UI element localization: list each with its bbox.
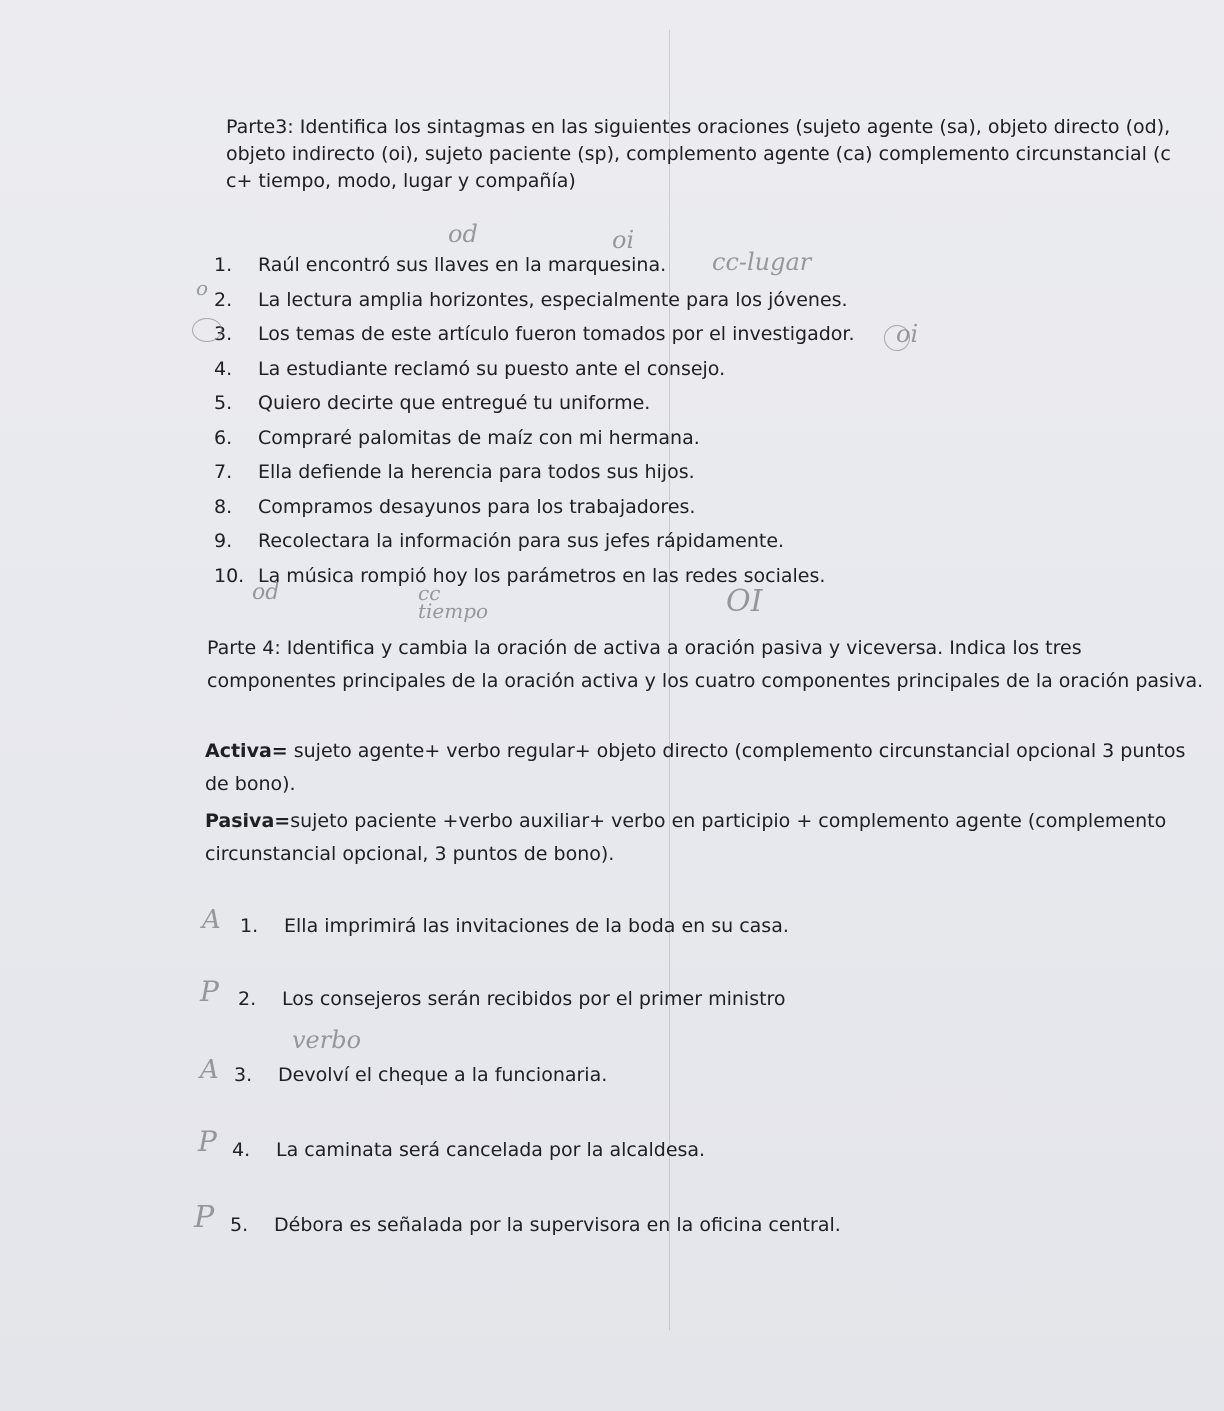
activa-formula: Activa= sujeto agente+ verbo regular+ objeto directo (complemento circunstancial opcional 3 puntos de bono). (205, 740, 1186, 795)
handwritten-cc-lugar: cc-lugar (712, 248, 812, 276)
handwritten-od-bottom: od (252, 580, 280, 605)
list-item: 9. Recolectara la información para sus jefes rápidamente. (214, 530, 785, 552)
list-item: 4. La caminata será cancelada por la alcaldesa. (232, 1139, 706, 1161)
handwritten-p5: P (194, 1200, 215, 1235)
list-item: 4. La estudiante reclamó su puesto ante el consejo. (214, 357, 726, 380)
handwritten-a3: A (200, 1055, 219, 1085)
list-item: 6. Compraré palomitas de maíz con mi hermana. (214, 426, 700, 449)
handwritten-od: od (448, 220, 478, 248)
part3-list (214, 248, 934, 593)
handwritten-verbo: verbo (292, 1026, 362, 1054)
handwritten-circle (884, 325, 910, 351)
list-item: 5. Débora es señalada por la supervisora en la oficina central. (230, 1214, 841, 1236)
handwritten-a1: A (202, 905, 221, 935)
handwritten-mark: o (196, 276, 209, 300)
list-item: 3. Los temas de este artículo fueron tomados por el investigador. (214, 323, 855, 345)
part3-heading: Parte3: Identifica los sintagmas en las siguientes oraciones (sujeto agente (sa), objeto directo (od), objeto indirecto (oi), sujeto paciente (sp), complemento agente (ca) complemento circunstancial (c c+ tiempo, modo, lugar y compañía) (226, 116, 1171, 192)
list-item: 8. Compramos desayunos para los trabajadores. (214, 495, 696, 518)
list-item: 1. Raúl encontró sus llaves en la marquesina. (214, 254, 667, 276)
list-item: 7. Ella defiende la herencia para todos sus hijos. (214, 461, 695, 483)
list-item: 1. Ella imprimirá las invitaciones de la boda en su casa. (240, 915, 789, 937)
handwritten-oi-bottom: OI (726, 584, 763, 619)
list-item: 2. Los consejeros serán recibidos por el primer ministro (238, 988, 786, 1010)
handwritten-cc-tiempo: cc tiempo (418, 581, 489, 623)
handwritten-p4: P (198, 1125, 217, 1158)
pasiva-formula: Pasiva=sujeto paciente +verbo auxiliar+ verbo en participio + complemento agente (complemento circunstancial opcional, 3 puntos de bono). (205, 810, 1167, 865)
formula-block (205, 735, 1205, 871)
handwritten-oi-right: oi (896, 320, 919, 348)
handwritten-oi: oi (612, 226, 635, 254)
handwritten-p2: P (200, 975, 219, 1008)
list-item: 10. La música rompió hoy los parámetros en las redes sociales. (214, 564, 826, 587)
handwritten-circle (192, 318, 222, 342)
list-item: 2. La lectura amplia horizontes, especialmente para los jóvenes. (214, 288, 848, 311)
part4-heading: Parte 4: Identifica y cambia la oración de activa a oración pasiva y viceversa. Indica los tres componentes principales de la oración activa y los cuatro componentes principales de la oración pasiva. (207, 637, 1204, 692)
list-item: 5. Quiero decirte que entregué tu uniforme. (214, 392, 651, 414)
list-item: 3. Devolví el cheque a la funcionaria. (234, 1064, 608, 1086)
